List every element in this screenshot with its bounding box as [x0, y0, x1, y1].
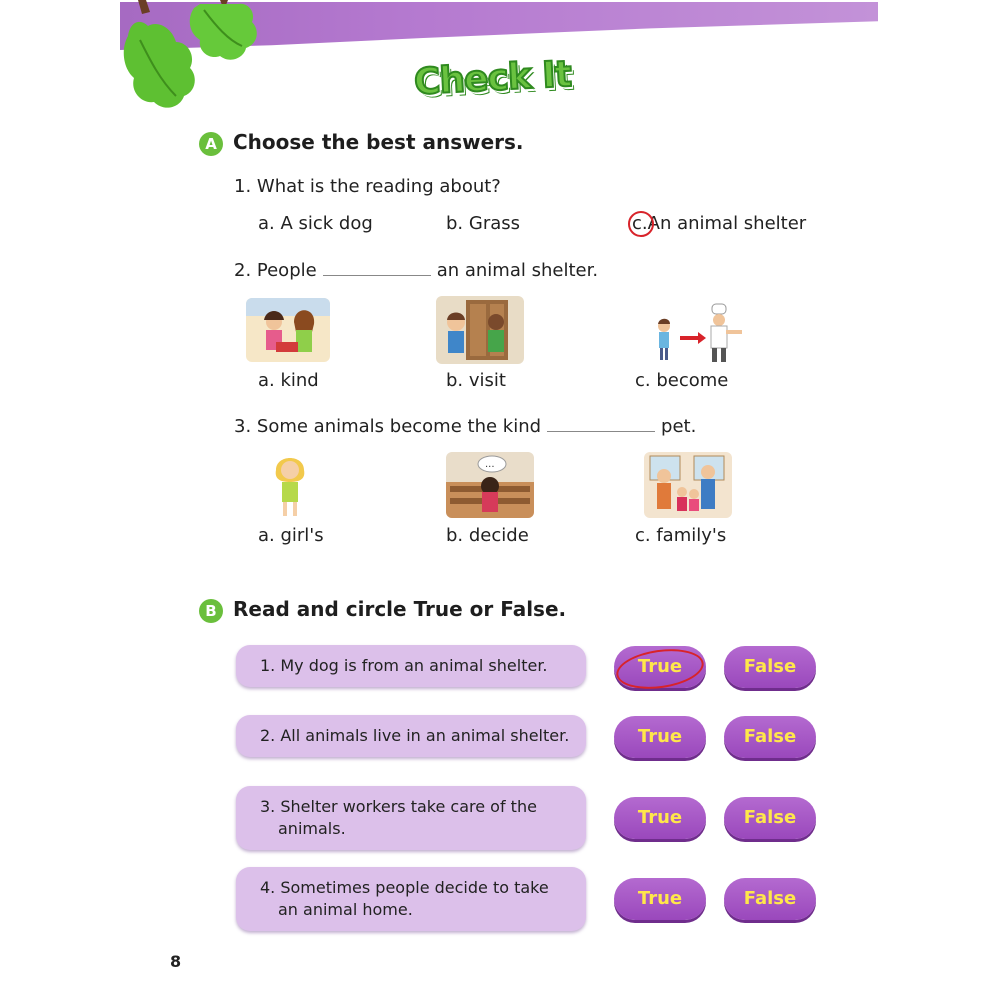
- q2-blank[interactable]: [323, 275, 431, 276]
- q1-option-b[interactable]: b. Grass: [446, 213, 521, 234]
- statement-3-true-button[interactable]: True: [614, 797, 706, 839]
- q3-option-c[interactable]: c. family's: [635, 525, 727, 546]
- statement-2-text: 2. All animals live in an animal shelter.: [260, 726, 570, 745]
- statement-1-text: 1. My dog is from an animal shelter.: [260, 656, 548, 675]
- svg-text:...: ...: [485, 459, 495, 470]
- statement-4-line-1: 4. Sometimes people decide to take: [260, 878, 549, 897]
- q3-option-a[interactable]: a. girl's: [258, 525, 324, 546]
- leaf-decoration-icon: [120, 0, 280, 115]
- statement-2-false-button[interactable]: False: [724, 716, 816, 758]
- q1-option-c-text: An animal shelter: [647, 213, 807, 234]
- q1-option-c[interactable]: [632, 213, 806, 234]
- become-illustration: [650, 298, 746, 364]
- statement-4-false-button[interactable]: False: [724, 878, 816, 920]
- statement-2: [236, 715, 586, 757]
- q1-option-a[interactable]: a. A sick dog: [258, 213, 373, 234]
- statement-3-false-button[interactable]: False: [724, 797, 816, 839]
- q2-text-after: an animal shelter.: [436, 260, 599, 281]
- question-3: [234, 416, 696, 437]
- q2-option-b[interactable]: b. visit: [446, 370, 506, 391]
- statement-2-true-button[interactable]: True: [614, 716, 706, 758]
- section-a-heading: Choose the best answers.: [233, 130, 524, 154]
- question-2: [234, 260, 598, 281]
- decide-illustration: [446, 452, 534, 518]
- statement-1-true-button[interactable]: True: [614, 646, 706, 688]
- q2-text-before: 2. People: [234, 260, 317, 281]
- page-number: 8: [170, 952, 182, 971]
- statement-3: [236, 786, 586, 850]
- girl-illustration: [268, 452, 312, 522]
- section-b-heading: Read and circle True or False.: [233, 597, 567, 621]
- q3-option-b[interactable]: b. decide: [446, 525, 529, 546]
- section-b-badge: B: [199, 599, 223, 623]
- section-a-badge: A: [199, 132, 223, 156]
- statement-4-line-2: an animal home.: [278, 900, 413, 919]
- question-1: 1. What is the reading about?: [234, 176, 501, 197]
- statement-4: [236, 867, 586, 931]
- visit-illustration: [436, 296, 524, 364]
- q3-text-after: pet.: [661, 416, 697, 437]
- q2-option-a[interactable]: a. kind: [258, 370, 319, 391]
- q3-blank[interactable]: [547, 431, 655, 432]
- q1-option-c-letter: c.: [632, 213, 648, 234]
- family-illustration: [644, 452, 732, 518]
- kind-illustration: [246, 298, 330, 362]
- statement-3-line-2: animals.: [278, 819, 346, 838]
- page-title: Check It: [413, 53, 572, 104]
- statement-4-true-button[interactable]: True: [614, 878, 706, 920]
- q3-text-before: 3. Some animals become the kind: [234, 416, 542, 437]
- q2-option-c[interactable]: c. become: [635, 370, 729, 391]
- statement-1: [236, 645, 586, 687]
- statement-3-line-1: 3. Shelter workers take care of the: [260, 797, 537, 816]
- statement-1-false-button[interactable]: False: [724, 646, 816, 688]
